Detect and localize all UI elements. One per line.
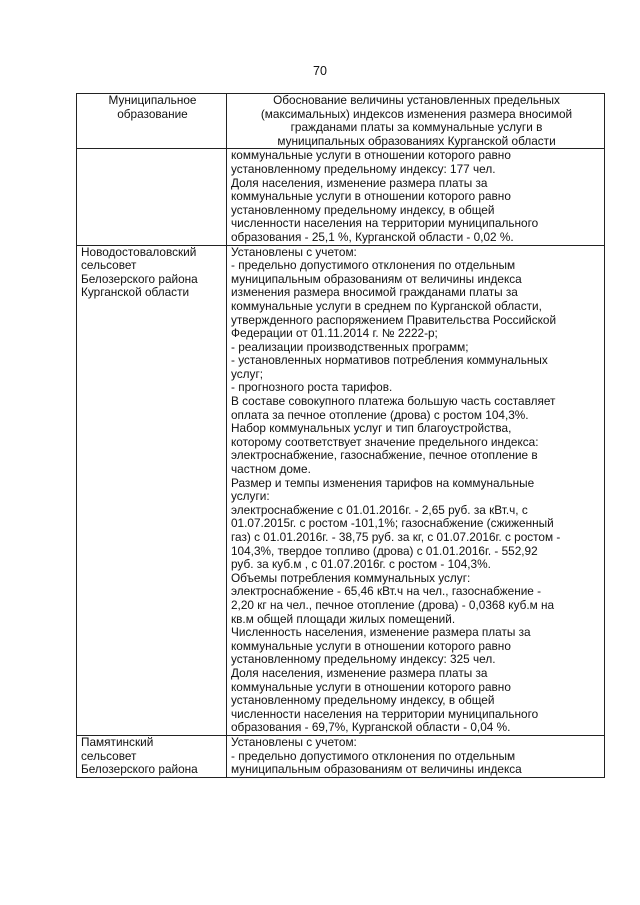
justification-text-line: - предельно допустимого отклонения по отдельным [231, 748, 516, 763]
justification-text-line: частном доме. [231, 462, 311, 477]
municipality-name-line: Белозерского района [81, 271, 198, 286]
justification-text-line: коммунальные услуги в отношении которого равно [231, 148, 511, 163]
justification-text-line: установленному предельному индексу, в общей [231, 693, 495, 708]
justification-text-line: Размер и темпы изменения тарифов на коммунальные [231, 475, 535, 490]
justification-text-line: кв.м общей площади жилых помещений. [231, 611, 456, 626]
justification-text-line: Набор коммунальных услуг и тип благоустройства, [231, 421, 512, 436]
table-row [77, 735, 605, 777]
justification-text-line: 104,3%, твердое топливо (дрова) с 01.01.2016г. - 552,92 [231, 543, 538, 558]
table-row [77, 149, 605, 245]
municipality-cell [77, 245, 227, 735]
justification-text-line: 2,20 кг на чел., печное отопление (дрова) - 0,0368 куб.м на [231, 597, 555, 612]
justification-text-line: Доля населения, изменение размера платы за [231, 665, 488, 680]
justification-text-line: - реализации производственных программ; [231, 339, 469, 354]
municipality-name-line: Новодостоваловский [81, 244, 197, 259]
municipality-name-line: Памятинский [81, 734, 154, 749]
municipality-justification-table [76, 93, 605, 778]
justification-text-line: установленному предельному индексу, в общей [231, 202, 495, 217]
justification-text-line: которому соответствует значение предельного индекса: [231, 434, 539, 449]
header-justification-line: гражданами платы за коммунальные услуги в [290, 120, 543, 135]
header-justification-line: (максимальных) индексов изменения размера вносимой [260, 106, 573, 121]
justification-text-line: коммунальные услуги в отношении которого равно [231, 189, 511, 204]
table-row [77, 245, 605, 735]
justification-text-line: Установлены с учетом: [231, 244, 357, 259]
header-justification-line: муниципальных образованиях Курганской области [277, 133, 556, 148]
justification-text-line: - прогнозного роста тарифов. [231, 380, 393, 395]
justification-text-line: образования - 25,1 %, Курганской области - 0,02 %. [231, 229, 514, 244]
justification-cell [227, 735, 605, 777]
justification-text-line: услуг; [231, 366, 264, 381]
justification-text-line: оплата за печное отопление (дрова) с ростом 104,3%. [231, 407, 529, 422]
justification-text-line: руб. за куб.м , с 01.07.2016г. с ростом - 104,3%. [231, 557, 491, 572]
table-header-row [77, 94, 605, 149]
justification-text-line: утвержденного распоряжением Правительства Российской [231, 312, 557, 327]
header-justification [227, 94, 605, 149]
justification-text-line: Объемы потребления коммунальных услуг: [231, 570, 471, 585]
justification-text-line: установленному предельному индексу: 325 чел. [231, 652, 496, 667]
justification-text-line: коммунальные услуги в отношении которого равно [231, 679, 511, 694]
justification-text-line: муниципальным образованиям от величины индекса [231, 762, 522, 777]
justification-text-line: Установлены с учетом: [231, 734, 357, 749]
municipality-name-line: Белозерского района [81, 762, 198, 777]
justification-text-line: изменения размера вносимой гражданами платы за [231, 285, 518, 300]
justification-text-line: численности населения на территории муниципального [231, 706, 539, 721]
municipality-name-line: сельсовет [81, 748, 137, 763]
justification-text-line: - предельно допустимого отклонения по отдельным [231, 258, 516, 273]
municipality-name-line: Курганской области [81, 285, 190, 300]
municipality-cell [77, 735, 227, 777]
justification-text-line: электроснабжение, газоснабжение, печное отопление в [231, 448, 538, 463]
justification-text-line: численности населения на территории муниципального [231, 216, 539, 231]
justification-text-line: В составе совокупного платежа большую часть составляет [231, 394, 556, 409]
justification-text-line: услуги: [231, 489, 270, 504]
justification-text-line: электроснабжение - 65,46 кВт.ч на чел., газоснабжение - [231, 584, 542, 599]
header-municipality-line: образование [117, 106, 188, 121]
justification-text-line: электроснабжение с 01.01.2016г. - 2,65 руб. за кВт.ч, с [231, 502, 528, 517]
header-justification-line: Обоснование величины установленных предельных [273, 93, 560, 107]
justification-text-line: установленному предельному индексу: 177 чел. [231, 161, 496, 176]
municipality-cell [77, 149, 227, 245]
justification-cell [227, 245, 605, 735]
header-municipality-line: Муниципальное [108, 93, 197, 107]
justification-text-line: коммунальные услуги в отношении которого равно [231, 638, 511, 653]
page-number: 70 [313, 64, 327, 78]
justification-text-line: Федерации от 01.11.2014 г. № 2222-р; [231, 326, 438, 341]
justification-text-line: коммунальные услуги в среднем по Курганской области, [231, 298, 542, 313]
justification-text-line: Доля населения, изменение размера платы за [231, 175, 488, 190]
justification-text-line: 01.07.2015г. с ростом -101,1%; газоснабжение (сжиженный [231, 516, 554, 531]
justification-cell [227, 149, 605, 245]
justification-text-line: Численность населения, изменение размера платы за [231, 625, 531, 640]
justification-text-line: газ) с 01.01.2016г. - 38,75 руб. за кг, с 01.07.2016г. с ростом - [231, 530, 561, 544]
header-municipality [77, 94, 227, 149]
justification-text-line: образования - 69,7%, Курганской области - 0,04 %. [231, 720, 511, 735]
justification-text-line: - установленных нормативов потребления коммунальных [231, 353, 548, 368]
justification-text-line: муниципальным образованиям от величины индекса [231, 271, 522, 286]
municipality-name-line: сельсовет [81, 258, 137, 273]
